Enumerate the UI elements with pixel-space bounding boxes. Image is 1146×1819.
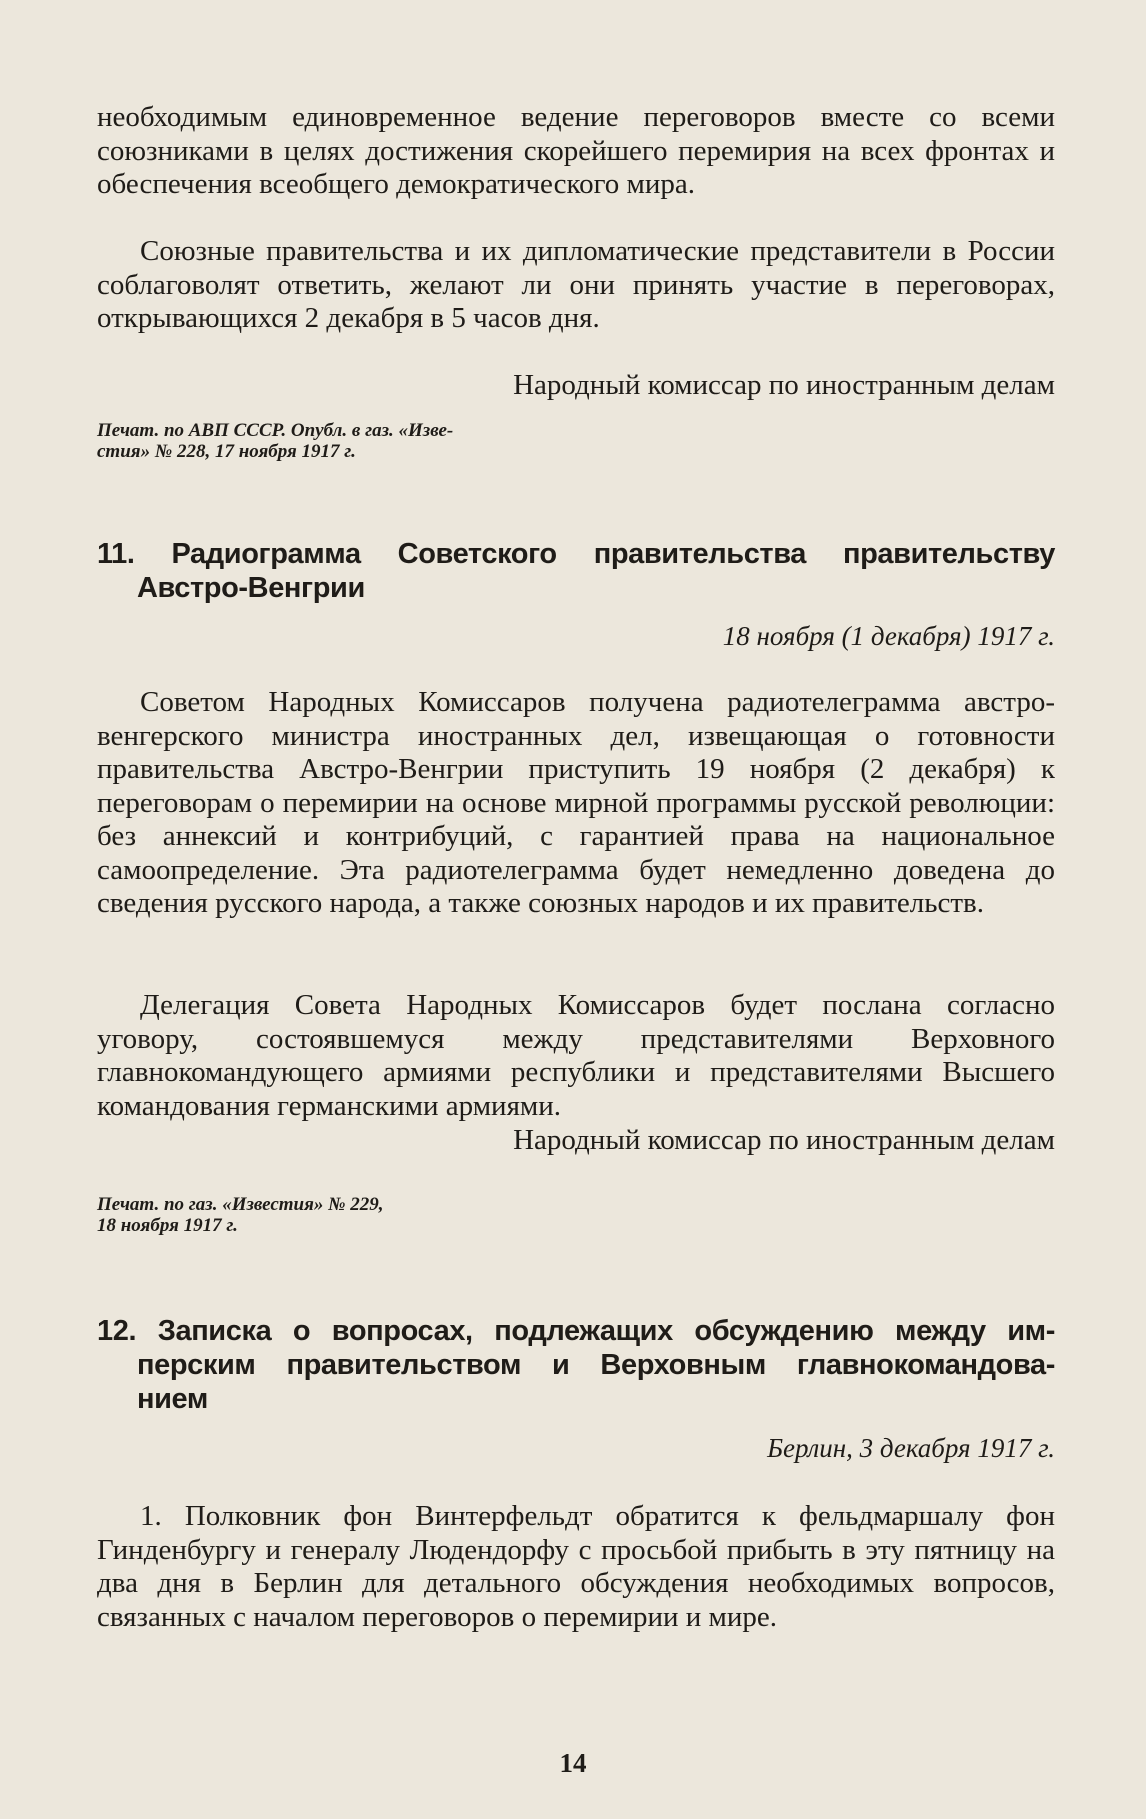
doc12-heading-line-1: 12. Записка о вопросах, подлежащих обсуждению между им-	[97, 1315, 1055, 1347]
doc11-paragraph-2: Делегация Совета Народных Комиссаров будет послана согласно уговору, состоявшемуся между представителями Верховного главнокомандующего армиями республики и представителями Высшего командования германскими армиями.	[97, 989, 1055, 1122]
doc11-heading-word: правительства	[593, 538, 807, 570]
doc12-dateline: Берлин, 3 декабря 1917 г.	[767, 1433, 1055, 1463]
doc12-heading-line-2: перским правительством и Верховным главнокомандова-	[137, 1349, 1055, 1381]
doc11-heading-number: 11.	[97, 538, 135, 570]
doc11-paragraph-1: Советом Народных Комиссаров получена радиотелеграмма австро-венгерского министра иностранных дел, извещающая о готовности правительства Австро-Венгрии приступить 19 ноября (2 декабря) к переговорам о перемирии на основе мирной программы русской революции: без аннексий и контрибуций, с гарантией права на национальное самоопределение. Эта радиотелеграмма будет немедленно доведена до сведения русского народа, а также союзных народов и их правительств.	[97, 686, 1055, 919]
doc10-source-note	[97, 420, 517, 462]
doc11-signature: Народный комиссар по иностранным делам	[513, 1124, 1055, 1156]
doc12-heading	[97, 1314, 1055, 1416]
doc12-paragraph-1: 1. Полковник фон Винтерфельдт обратится к фельдмаршалу фон Гинденбургу и генералу Людендорфу с просьбой прибыть в эту пятницу на два дня в Берлин для детального обсуждения необходимых вопросов, связанных с началом переговоров о перемирии и мире.	[97, 1500, 1055, 1633]
doc10-source-line-2: стия» № 228, 17 ноября 1917 г.	[97, 441, 356, 462]
doc10-paragraph-2: Союзные правительства и их дипломатические представители в России соблаговолят ответить, желают ли они принять участие в переговорах, открывающихся 2 декабря в 5 часов дня.	[97, 235, 1055, 334]
doc11-heading-word: Советского	[397, 538, 557, 570]
doc11-source-note	[97, 1194, 517, 1236]
doc10-source-line-1: Печат. по АВП СССР. Опубл. в газ. «Изве-	[97, 420, 454, 441]
doc11-dateline: 18 ноября (1 декабря) 1917 г.	[722, 621, 1055, 651]
doc11-heading	[97, 537, 1055, 605]
doc11-heading-word: Радиограмма	[171, 538, 361, 570]
doc11-heading-line-2: Австро-Венгрии	[137, 572, 365, 604]
doc11-source-line-1: Печат. по газ. «Известия» № 229,	[97, 1194, 384, 1215]
doc11-heading-line-1	[97, 537, 1055, 571]
doc12-heading-line-3: нием	[137, 1383, 208, 1415]
page-number: 14	[559, 1748, 587, 1778]
doc11-source-line-2: 18 ноября 1917 г.	[97, 1215, 238, 1236]
doc10-paragraph-1: необходимым единовременное ведение переговоров вместе со всеми союзниками в целях достижения скорейшего перемирия на всех фронтах и обеспечения всеобщего демократического мира.	[97, 101, 1055, 200]
doc10-signature: Народный комиссар по иностранным делам	[513, 369, 1055, 401]
doc11-heading-word: правительству	[842, 538, 1055, 570]
